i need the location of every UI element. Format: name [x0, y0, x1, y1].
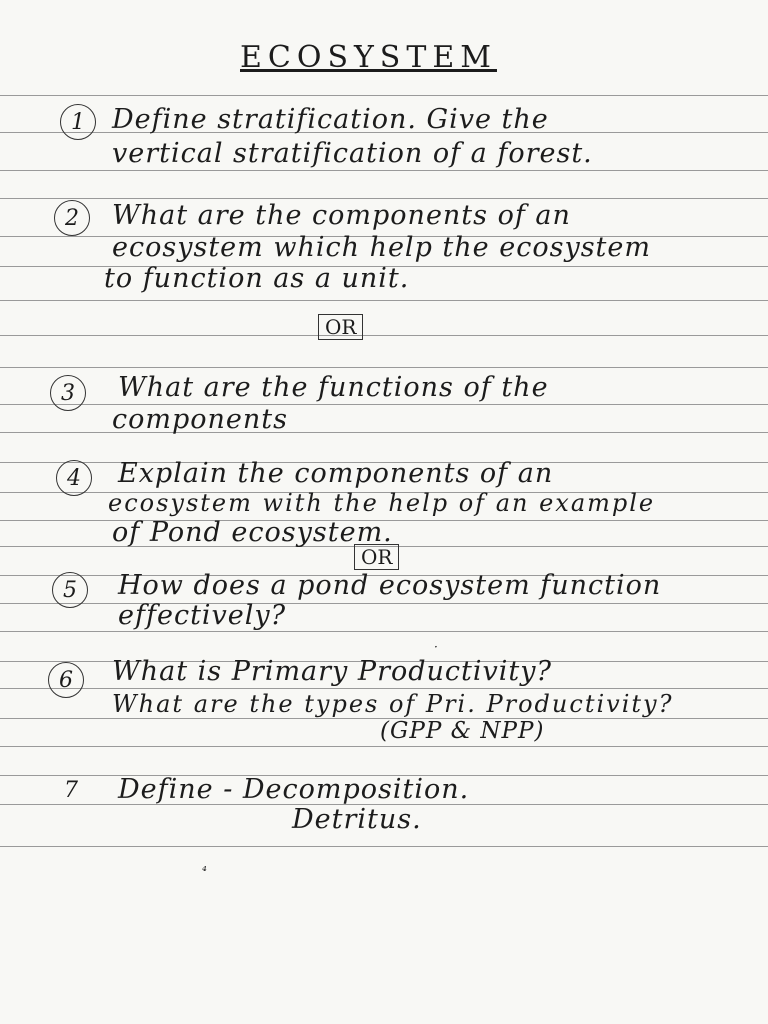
question-5-line-2: effectively?	[118, 600, 287, 631]
question-3-line-2: components	[112, 404, 288, 435]
ruled-line	[0, 846, 768, 847]
ruled-line	[0, 603, 768, 604]
question-3-line-1: What are the functions of the	[118, 372, 549, 403]
question-2-line-2: ecosystem which help the ecosystem	[112, 232, 651, 263]
question-1-line-1: Define stratification. Give the	[112, 104, 549, 135]
ruled-line	[0, 688, 768, 689]
ruled-line	[0, 746, 768, 747]
question-4-line-1: Explain the components of an	[118, 458, 554, 489]
question-4-line-2: ecosystem with the help of an example	[108, 489, 656, 517]
question-1-line-2: vertical stratification of a forest.	[112, 138, 593, 169]
ruled-line	[0, 170, 768, 171]
question-number: 5	[52, 572, 88, 608]
ruled-line	[0, 367, 768, 368]
question-7-line-2: Detritus.	[292, 804, 422, 835]
ruled-line	[0, 335, 768, 336]
question-6-line-3: (GPP & NPP)	[380, 718, 545, 744]
question-7-line-1: Define - Decomposition.	[118, 774, 470, 805]
or-label: OR	[354, 544, 399, 570]
question-6-line-1: What is Primary Productivity?	[112, 656, 552, 687]
question-2-line-1: What are the components of an	[112, 200, 571, 231]
question-6-line-2: What are the types of Pri. Productivity?	[112, 690, 674, 718]
question-number: 3	[50, 375, 86, 411]
ink-mark: ·	[434, 640, 438, 654]
or-label: OR	[318, 314, 363, 340]
ruled-line	[0, 95, 768, 96]
question-number: 1	[60, 104, 96, 140]
question-number: 6	[48, 662, 84, 698]
ruled-line	[0, 631, 768, 632]
question-number: 7	[64, 778, 78, 803]
question-2-line-3: to function as a unit.	[104, 263, 410, 294]
question-number: 4	[56, 460, 92, 496]
ruled-line	[0, 198, 768, 199]
page-title: ECOSYSTEM	[240, 40, 497, 75]
question-5-line-1: How does a pond ecosystem function	[118, 570, 662, 601]
ink-mark: ⁴	[202, 864, 207, 878]
ruled-line	[0, 300, 768, 301]
question-number: 2	[54, 200, 90, 236]
question-4-line-3: of Pond ecosystem.	[112, 517, 393, 548]
